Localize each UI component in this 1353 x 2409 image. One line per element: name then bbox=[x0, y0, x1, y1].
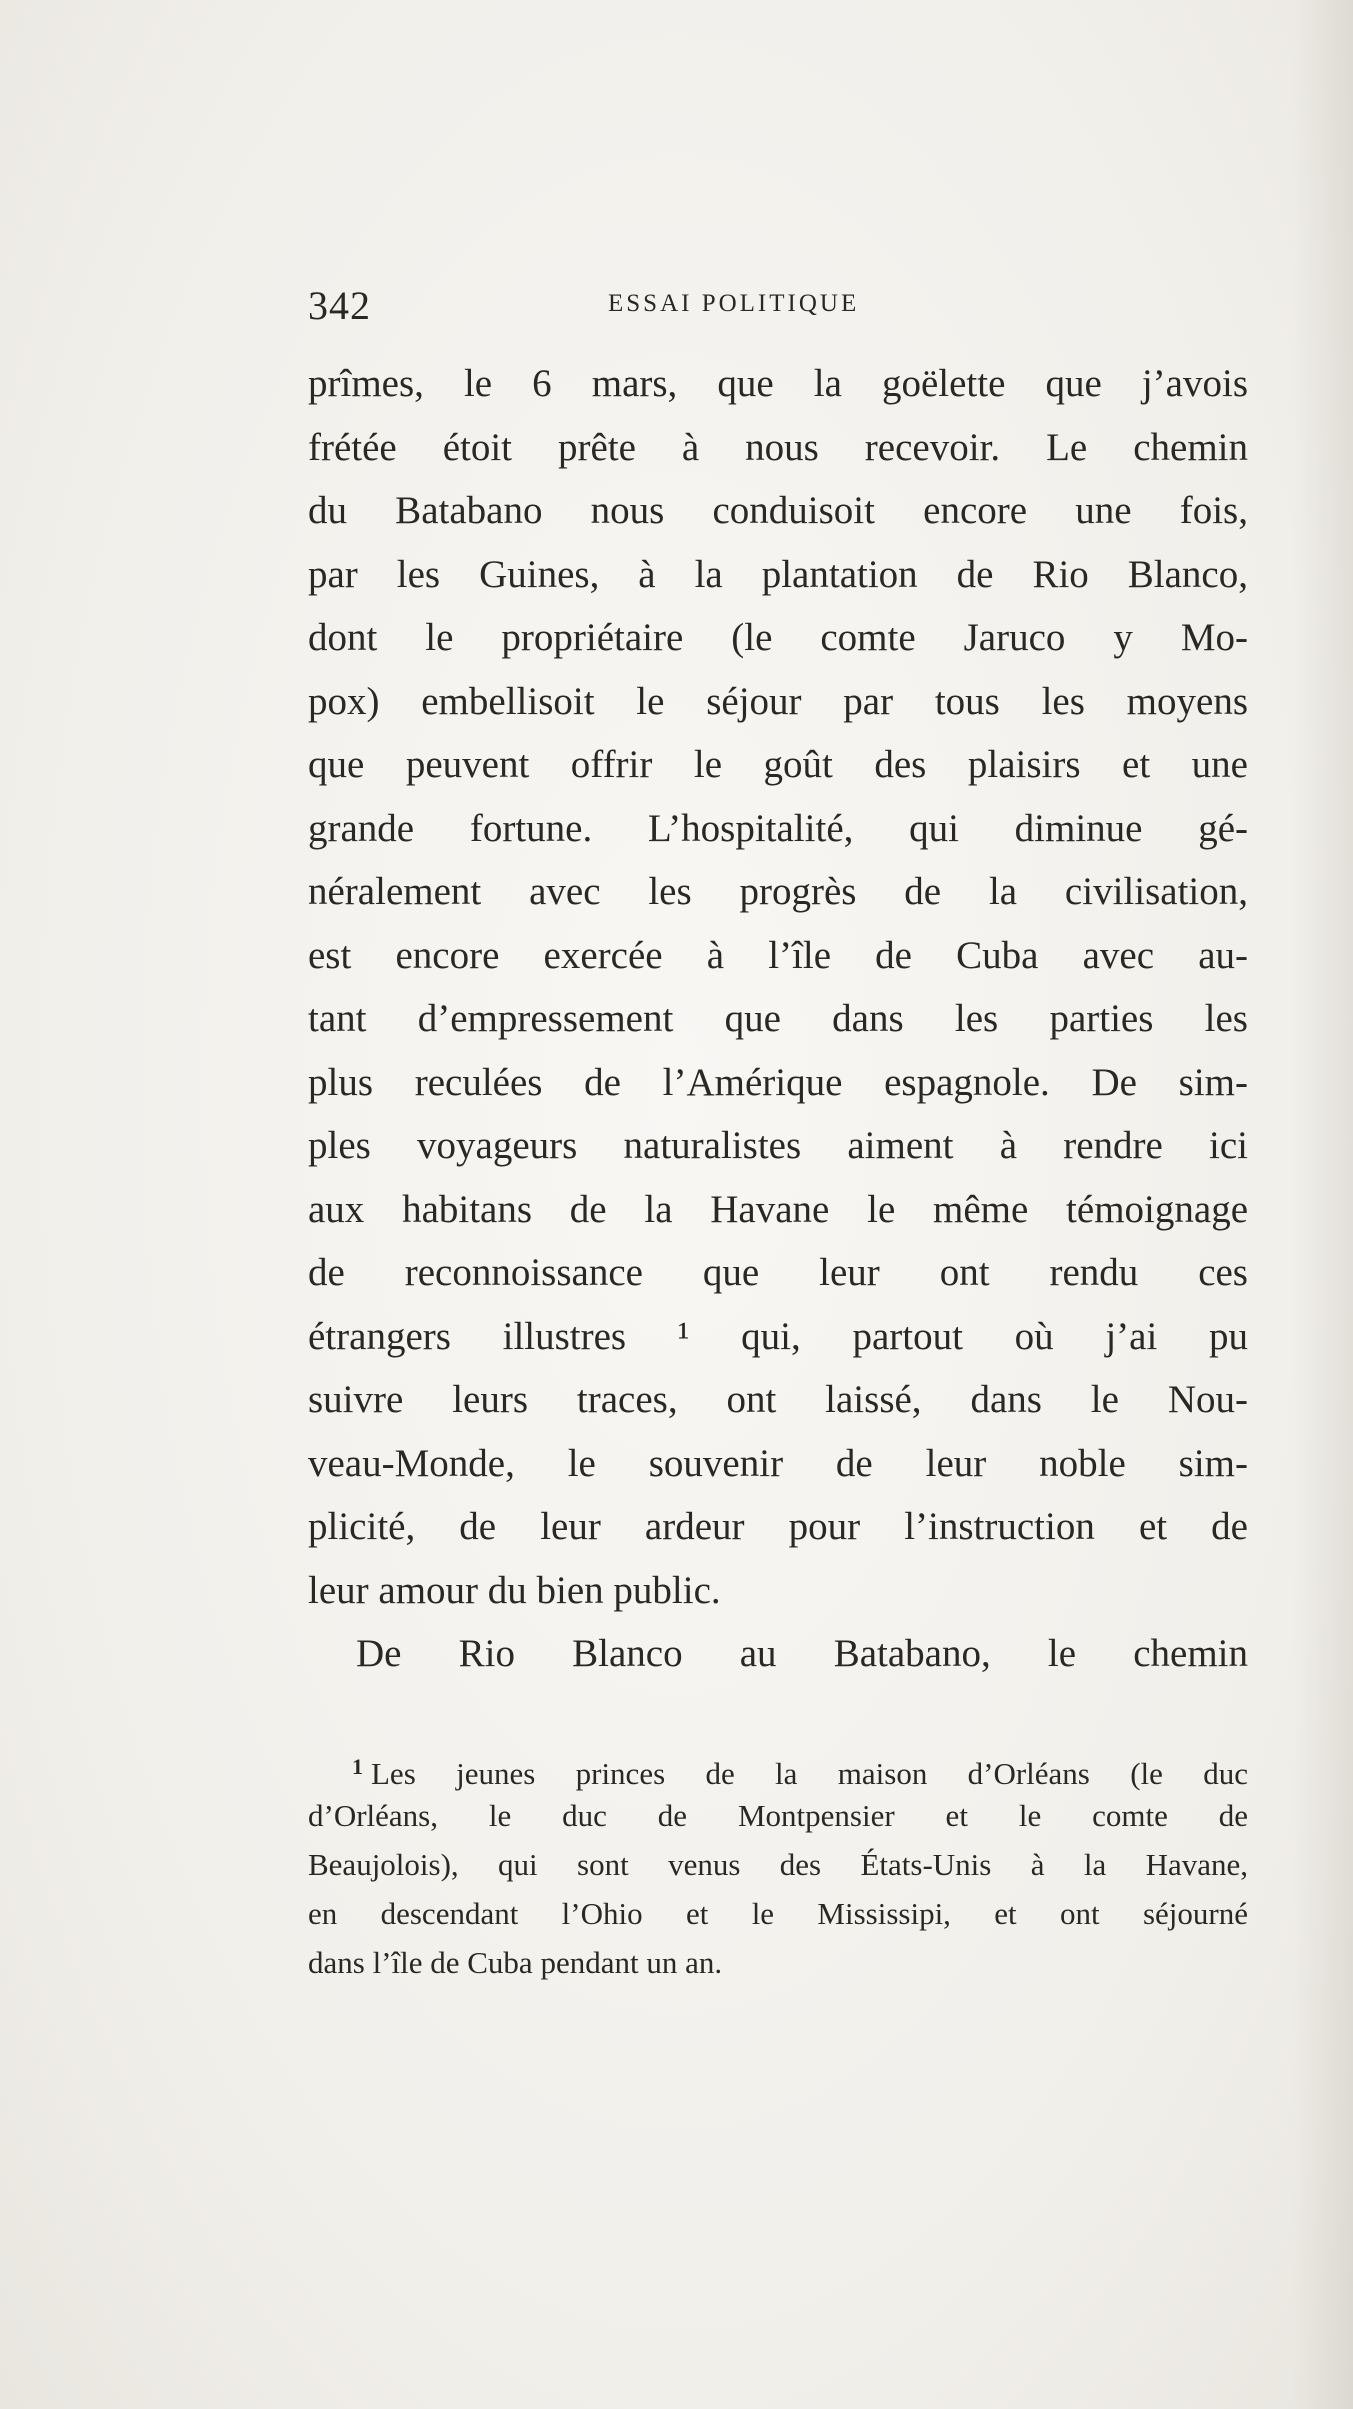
footnote-line: en descendant l’Ohio et le Mississipi, et ont séjourné bbox=[308, 1896, 1248, 1931]
text-line: est encore exercée à l’île de Cuba avec au- bbox=[308, 933, 1248, 977]
footnote-line: d’Orléans, le duc de Montpensier et le comte de bbox=[308, 1798, 1248, 1833]
footnote-text: Les jeunes princes de la maison d’Orléans (le duc bbox=[371, 1756, 1248, 1791]
text-line: pox) embellisoit le séjour par tous les moyens bbox=[308, 679, 1248, 723]
page-edge-shadow bbox=[1293, 0, 1353, 2409]
page-number: 342 bbox=[308, 283, 371, 328]
text-line: tant d’empressement que dans les parties les bbox=[308, 997, 1248, 1040]
running-head: ESSAI POLITIQUE bbox=[608, 290, 860, 317]
text-line: étrangers illustres ¹ qui, partout où j’ai pu bbox=[308, 1314, 1248, 1358]
text-line: veau-Monde, le souvenir de leur noble sim- bbox=[308, 1441, 1248, 1485]
text-line: frétée étoit prête à nous recevoir. Le chemin bbox=[308, 425, 1248, 469]
text-line: grande fortune. L’hospitalité, qui diminue gé- bbox=[308, 806, 1248, 850]
text-line: plus reculées de l’Amérique espagnole. De sim- bbox=[308, 1060, 1248, 1104]
text-line: que peuvent offrir le goût des plaisirs et une bbox=[308, 743, 1248, 786]
footnote-line: dans l’île de Cuba pendant un an. bbox=[308, 1945, 723, 1980]
text-line: suivre leurs traces, ont laissé, dans le Nou- bbox=[308, 1378, 1248, 1421]
body-text bbox=[308, 352, 1248, 1686]
footnote bbox=[308, 1742, 1248, 1987]
text-line: aux habitans de la Havane le même témoignage bbox=[308, 1187, 1248, 1231]
text-line: prîmes, le 6 mars, que la goëlette que j’avois bbox=[308, 362, 1248, 405]
text-line: De Rio Blanco au Batabano, le chemin bbox=[356, 1632, 1248, 1675]
text-line: plicité, de leur ardeur pour l’instruction et de bbox=[308, 1505, 1248, 1548]
text-line: néralement avec les progrès de la civilisation, bbox=[308, 870, 1248, 913]
text-line: de reconnoissance que leur ont rendu ces bbox=[308, 1251, 1248, 1294]
text-line: dont le propriétaire (le comte Jaruco y Mo- bbox=[308, 616, 1248, 659]
footnote-line: Beaujolois), qui sont venus des États-Unis à la Havane, bbox=[308, 1847, 1248, 1882]
text-line: par les Guines, à la plantation de Rio Blanco, bbox=[308, 552, 1248, 596]
text-line: ples voyageurs naturalistes aiment à rendre ici bbox=[308, 1124, 1248, 1167]
text-line: leur amour du bien public. bbox=[308, 1568, 721, 1612]
text-line: du Batabano nous conduisoit encore une fois, bbox=[308, 489, 1248, 532]
footnote-marker: 1 bbox=[352, 1754, 363, 1779]
footnote-line bbox=[308, 1742, 1248, 1791]
page-header bbox=[308, 282, 1248, 332]
